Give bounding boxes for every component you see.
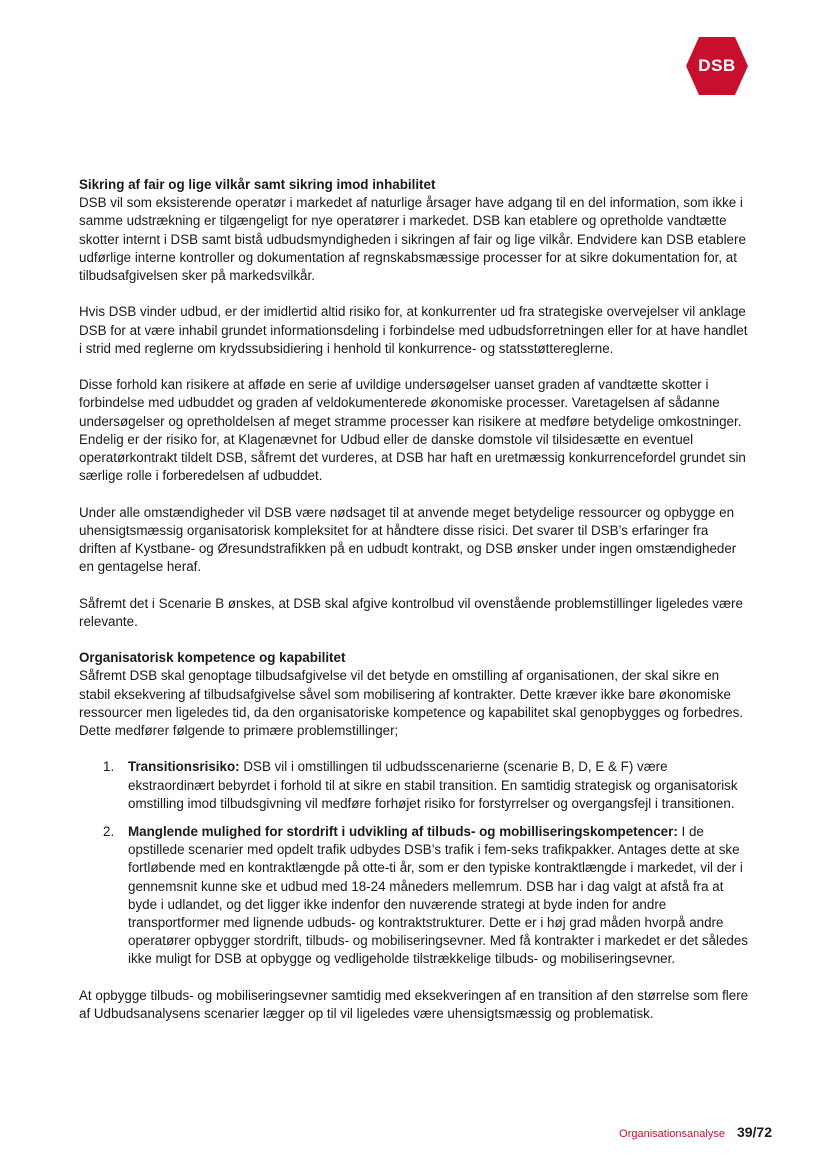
list-number: 1. (103, 759, 115, 775)
paragraph: DSB vil som eksisterende operatør i markedet af naturlige årsager have adgang til en del information, som ikke i samme udstrækning er tilgængeligt for nye operatører i markedet. DSB kan etablere og opretholde vandtætte skotter internt i DSB samt bistå udbudsmyndigheden i sikringen af fair og lige vilkår. Endvidere kan DSB etablere udførlige interne kontroller og dokumentation af regnskabsmæssige processer for at sikre dokumentation for, at tilbudsafgivelsen sker på markedsvilkår. (79, 195, 746, 284)
paragraph: Disse forhold kan risikere at afføde en serie af uvildige undersøgelser uanset graden af vandtætte skotter i forbindelse med udbuddet og graden af veldokumenterede økonomiske processer. Varetagelsen af sådanne undersøgelser og opretholdelsen af meget stramme processer kan risikere at medføre betydelige omkostninger. Endelig er der risiko for, at Klagenævnet for Udbud eller de danske domstole vil tilsidesætte en eventuel operatørkontrakt tildelt DSB, såfremt det vurderes, at DSB har haft en uretmæssig konkurrencefordel grundet sin særlige rolle i forberedelsen af udbuddet. (79, 377, 746, 484)
list-number: 2. (103, 824, 115, 840)
paragraph: Såfremt DSB skal genoptage tilbudsafgivelse vil det betyde en omstilling af organisationen, der skal sikre en stabil eksekvering af tilbudsafgivelse såvel som mobilisering af kontrakter. Dette kræver ikke bare økonomiske ressourcer men ligeledes tid, da den organisatoriske kompetence og kapabilitet skal genopbygges og forbedres. Dette medfører følgende to primære problemstillinger; (79, 668, 743, 739)
document-body (79, 176, 749, 1041)
list-item-title: Manglende mulighed for stordrift i udvikling af tilbuds- og mobilliseringskompetencer: (128, 824, 678, 840)
paragraph: Såfremt det i Scenarie B ønskes, at DSB skal afgive kontrolbud vil ovenstående problemstillinger ligeledes være relevante. (79, 595, 743, 629)
paragraph: Hvis DSB vinder udbud, er der imidlertid altid risiko for, at konkurrenter ud fra strategiske overvejelser vil anklage DSB for at være inhabil grundet informationsdeling i forbindelse med udbudsforretningen eller for at have handlet i strid med reglerne om krydssubsidiering i henhold til konkurrence- og statsstøttereglerne. (79, 304, 748, 356)
dsb-logo (686, 37, 748, 95)
section-heading-fair-conditions: Sikring af fair og lige vilkår samt sikring imod inhabilitet (79, 177, 436, 192)
list-item-text: I de opstillede scenarier med opdelt trafik udbydes DSB’s trafik i fem-seks trafikpakker. Antages dette at ske fortløbende med en kontraktlængde på otte-ti år, som er den typiske kontraktlængde i markedet, vil der i gennemsnit kunne ske et udbud med 18-24 måneders mellemrum. DSB har i dag valgt at afstå fra at byde i udlandet, og det ligger ikke indenfor den nuværende strategi at byde inden for andre transportformer med lignende udbuds- og kontraktstrukturer. Dette er i høj grad måden hvorpå andre operatører opbygger stordrift, tilbuds- og mobiliseringsevner. Med få kontrakter i markedet er det således ikke muligt for DSB at opbygge og vedligeholde tilstrækkelige tilbuds- og mobiliseringsevner. (128, 824, 748, 967)
numbered-list (79, 758, 749, 968)
logo-text: DSB (698, 56, 736, 75)
page-number: 39/72 (736, 1124, 772, 1140)
list-item-text: DSB vil i omstillingen til udbudsscenarierne (scenarie B, D, E & F) være ekstraordinært bebyrdet i forhold til at sikre en stabil transition. En samtidig strategisk og organisatorisk omstilling imod tilbudsgivning vil medføre forhøjet risiko for forstyrrelser og overgangsfejl i transitionen. (128, 759, 738, 811)
section-heading-competence: Organisatorisk kompetence og kapabilitet (79, 650, 346, 666)
page-footer (619, 1124, 772, 1140)
paragraph: At opbygge tilbuds- og mobiliseringsevner samtidig med eksekveringen af en transition af den størrelse som flere af Udbudsanalysens scenarier lægger op til vil ligeledes være uhensigtsmæssig og problematisk. (79, 987, 749, 1022)
list-item-title: Transitionsrisiko: (128, 759, 240, 775)
footer-section-name: Organisationsanalyse (619, 1128, 725, 1140)
paragraph: Under alle omstændigheder vil DSB være nødsaget til at anvende meget betydelige ressourcer og opbygge en uhensigtsmæssig organisatorisk kompleksitet for at håndtere disse risici. Det svarer til DSB’s erfaringer fra driften af Kystbane- og Øresundstrafikken på en udbudt kontrakt, og DSB ønsker under ingen omstændigheder en gentagelse heraf. (79, 504, 737, 575)
list-item (79, 823, 749, 969)
list-item (79, 758, 749, 813)
